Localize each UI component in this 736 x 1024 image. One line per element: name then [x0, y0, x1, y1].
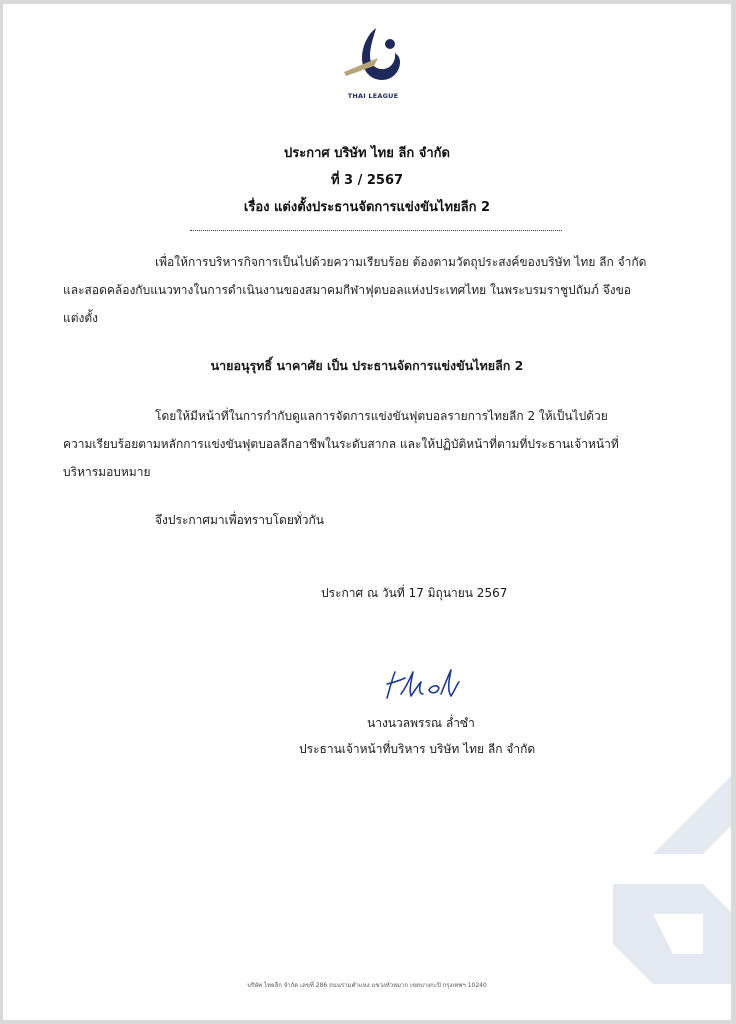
announcement-title: ประกาศ บริษัท ไทย ลีก จำกัด: [284, 146, 450, 161]
signer-name: นางนวลพรรณ ล่ำซำ: [367, 716, 475, 730]
paragraph-line: และสอดคล้องกับแนวทางในการดำเนินงานของสมาคมกีฬาฟุตบอลแห่งประเทศไทย ในพระบรมราชูปถัมภ์ จึงขอ: [63, 283, 631, 297]
dotted-divider: [190, 224, 562, 231]
announcement-page: [3, 4, 731, 1020]
logo-text: THAI LEAGUE: [347, 92, 399, 100]
signer-title: ประธานเจ้าหน้าที่บริหาร บริษัท ไทย ลีก จำกัด: [299, 742, 536, 756]
announcement-number: ที่ 3 / 2567: [330, 173, 404, 188]
paragraph-purpose: [63, 248, 673, 332]
announcement-subject: เรื่อง แต่งตั้งประธานจัดการแข่งขันไทยลีก 2: [243, 200, 491, 215]
paragraph-line: ความเรียบร้อยตามหลักการแข่งขันฟุตบอลลีกอาชีพในระดับสากล และให้ปฏิบัติหน้าที่ตามที่ประธานเจ้าหน้าที่: [63, 437, 619, 451]
handwritten-signature-icon: [381, 664, 471, 704]
paragraph-duties: [63, 402, 673, 486]
announcement-date: ประกาศ ณ วันที่ 17 มิถุนายน 2567: [321, 586, 508, 600]
paragraph-line: บริหารมอบหมาย: [63, 465, 151, 479]
paragraph-line: แต่งตั้ง: [63, 311, 99, 325]
paragraph-line: เพื่อให้การบริหารกิจการเป็นไปด้วยความเรียบร้อย ต้องตามวัตถุประสงค์ของบริษัท ไทย ลีก จำกัด: [155, 255, 647, 269]
thai-league-watermark-icon: [593, 744, 731, 984]
company-address-footer: บริษัท ไทยลีก จำกัด เลขที่ 286 ถนนรามคำแหง แขวงหัวหมาก เขตบางกะปิ กรุงเทพฯ 10240: [247, 982, 487, 989]
appointment-statement: นายอนุรุทธิ์ นาคาศัย เป็น ประธานจัดการแข่งขันไทยลีก 2: [210, 358, 524, 373]
closing-statement: จึงประกาศมาเพื่อทราบโดยทั่วกัน: [155, 513, 324, 527]
paragraph-line: โดยให้มีหน้าที่ในการกำกับดูแลการจัดการแข่งขันฟุตบอลรายการไทยลีก 2 ให้เป็นไปด้วย: [155, 409, 608, 423]
